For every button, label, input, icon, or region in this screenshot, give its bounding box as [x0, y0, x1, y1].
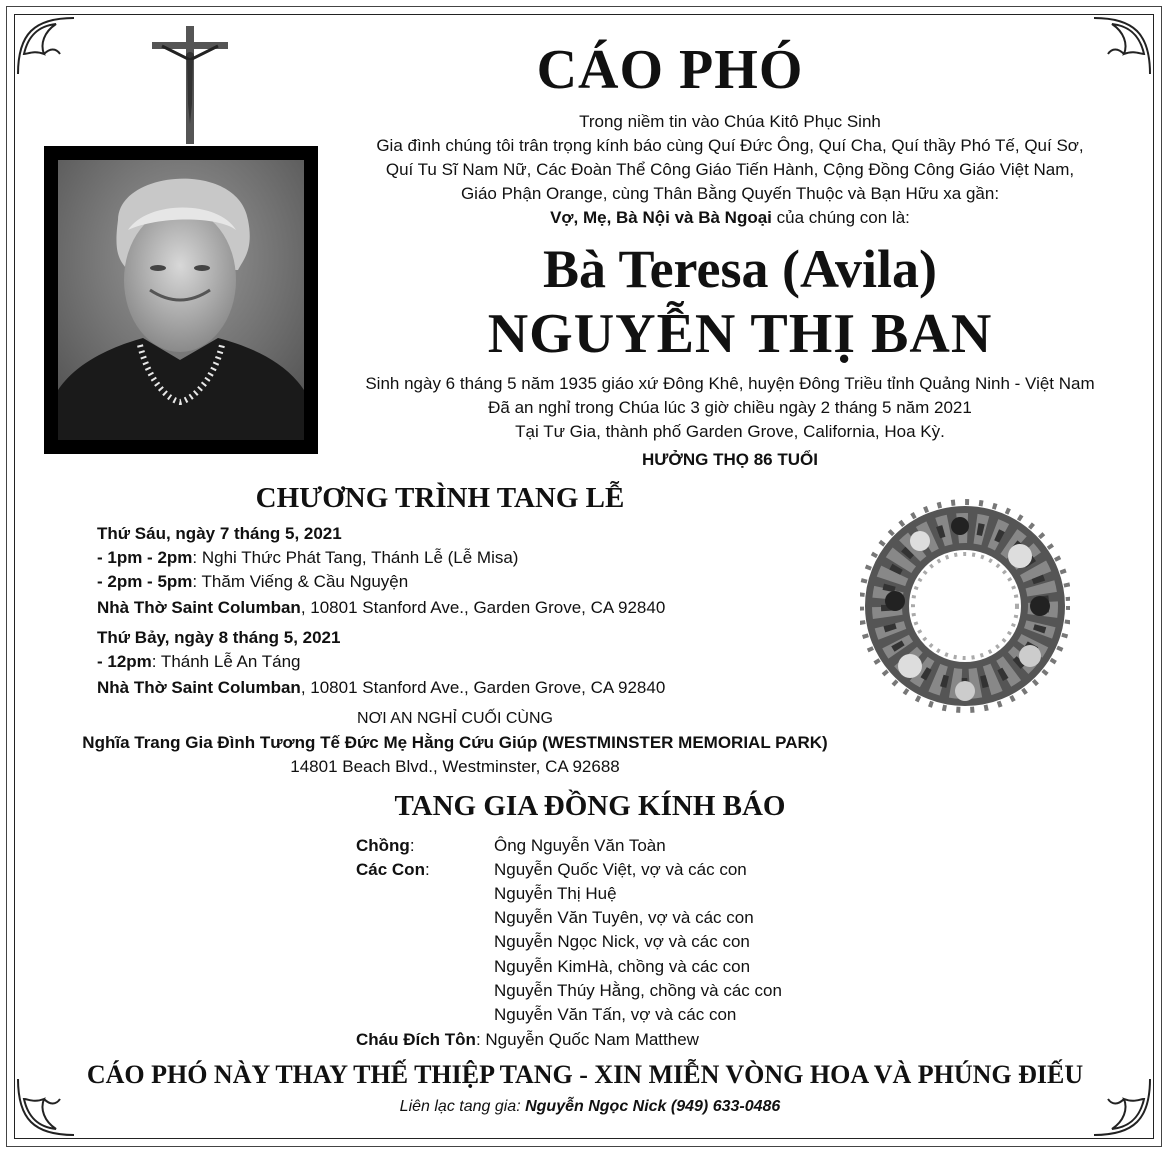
child-item: Nguyễn Quốc Việt, vợ và các con — [494, 860, 747, 879]
closing-statement: CÁO PHÓ NÀY THAY THẾ THIỆP TANG - XIN MIỄN VÒNG HOA VÀ PHÚNG ĐIẾU — [86, 1060, 1084, 1089]
intro-line-1: Trong niềm tin vào Chúa Kitô Phục Sinh — [579, 112, 881, 131]
birth-info: Sinh ngày 6 tháng 5 năm 1935 giáo xứ Đông Khê, huyện Đông Triều tỉnh Quảng Ninh - Việt Nam — [365, 374, 1095, 393]
day1-item2: - 2pm - 5pm: Thăm Viếng & Cầu Nguyện — [97, 572, 409, 591]
husband-label: Chồng: — [356, 836, 415, 855]
deceased-name-line-1: Bà Teresa (Avila) — [542, 239, 937, 299]
program-title: CHƯƠNG TRÌNH TANG LỄ — [255, 482, 625, 514]
crucifix-icon — [150, 26, 230, 144]
child-item: Nguyễn Văn Tuyên, vợ và các con — [494, 908, 754, 927]
intro-line-3: Quí Tu Sĩ Nam Nữ, Các Đoàn Thể Công Giáo Tiến Hành, Cộng Đồng Công Giáo Việt Nam, — [385, 160, 1075, 179]
intro-line-4: Giáo Phận Orange, cùng Thân Bằng Quyến Thuộc và Bạn Hữu xa gần: — [460, 184, 1000, 203]
child-item: Nguyễn Văn Tấn, vợ và các con — [494, 1005, 737, 1024]
day1-venue: Nhà Thờ Saint Columban, 10801 Stanford Ave., Garden Grove, CA 92840 — [97, 598, 666, 617]
day1-item1: - 1pm - 2pm: Nghi Thức Phát Tang, Thánh Lễ (Lễ Misa) — [97, 548, 519, 567]
corner-ornament-top-left — [14, 14, 84, 84]
family-title: TANG GIA ĐỒNG KÍNH BÁO — [394, 790, 786, 822]
corner-ornament-top-right — [1084, 14, 1154, 84]
resting-label: NƠI AN NGHỈ CUỐI CÙNG — [357, 710, 553, 727]
cemetery-address: 14801 Beach Blvd., Westminster, CA 92688 — [290, 757, 620, 776]
portrait-photo — [44, 146, 318, 454]
day2-date: Thứ Bảy, ngày 8 tháng 5, 2021 — [97, 628, 341, 647]
child-item: Nguyễn KimHà, chồng và các con — [494, 957, 751, 976]
contact-line: Liên lạc tang gia: Nguyễn Ngọc Nick (949) 633-0486 — [399, 1098, 781, 1115]
page-title: CÁO PHÓ — [536, 39, 804, 101]
child-item: Nguyễn Thị Huệ — [494, 884, 617, 903]
children-label: Các Con: — [356, 860, 430, 879]
relation-text: Vợ, Mẹ, Bà Nội và Bà Ngoại — [550, 208, 772, 227]
intro-line-2: Gia đình chúng tôi trân trọng kính báo cùng Quí Đức Ông, Quí Cha, Quí thầy Phó Tế, Quí Sơ, — [376, 136, 1084, 155]
child-item: Nguyễn Thúy Hằng, chồng và các con — [494, 981, 782, 1000]
passing-info: Đã an nghỉ trong Chúa lúc 3 giờ chiều ngày 2 tháng 5 năm 2021 — [488, 398, 972, 417]
flower-wreath-image — [860, 486, 1070, 726]
day2-item1: - 12pm: Thánh Lễ An Táng — [97, 652, 301, 671]
age-info: HƯỞNG THỌ 86 TUỔI — [642, 450, 818, 469]
place-info: Tại Tư Gia, thành phố Garden Grove, California, Hoa Kỳ. — [515, 422, 945, 441]
day1-date: Thứ Sáu, ngày 7 tháng 5, 2021 — [97, 524, 342, 543]
husband-name: Ông Nguyễn Văn Toàn — [494, 836, 666, 855]
deceased-name-line-2: NGUYỄN THỊ BAN — [487, 303, 993, 365]
grandson-line: Cháu Đích Tôn: Nguyễn Quốc Nam Matthew — [356, 1030, 699, 1049]
intro-line-5 — [330, 206, 1130, 230]
cemetery-name: Nghĩa Trang Gia Đình Tương Tế Đức Mẹ Hằng Cứu Giúp (WESTMINSTER MEMORIAL PARK) — [82, 733, 828, 752]
child-item: Nguyễn Ngọc Nick, vợ và các con — [494, 932, 750, 951]
intro-line-5-rest: của chúng con là: — [771, 208, 910, 227]
day2-venue: Nhà Thờ Saint Columban, 10801 Stanford Ave., Garden Grove, CA 92840 — [97, 678, 666, 697]
